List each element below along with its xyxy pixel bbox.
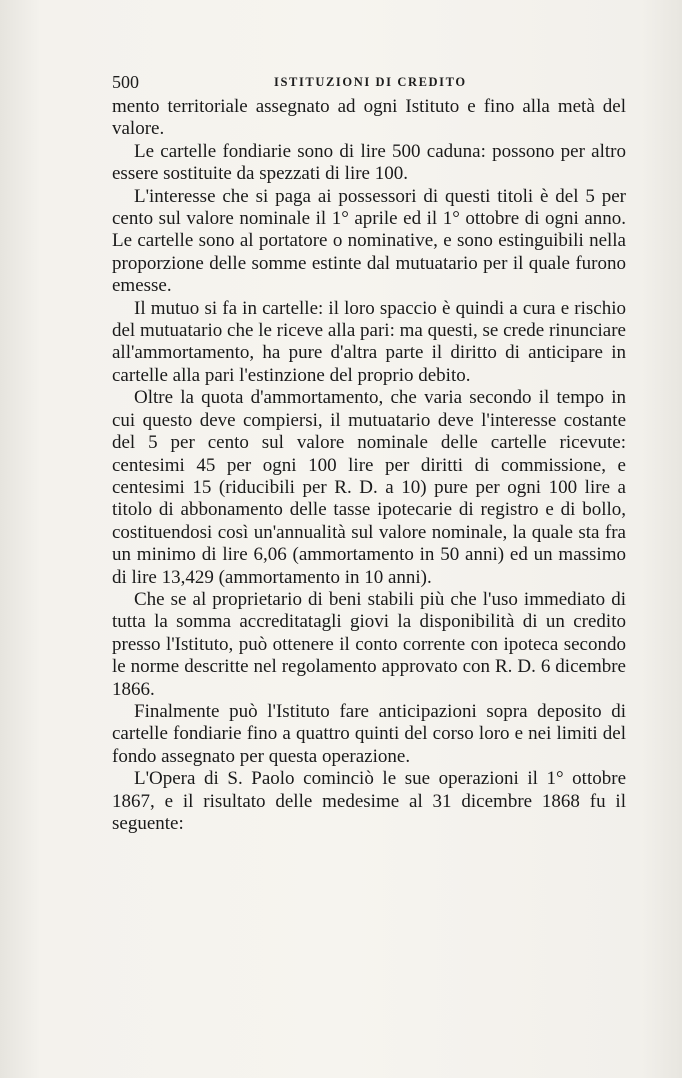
- paragraph-7: Finalmente può l'Istituto fare anticipazioni sopra deposito di cartelle fondiarie fino a quattro quinti del corso loro e nei limiti del fondo assegnato per questa operazione.: [112, 700, 626, 767]
- paragraph-4: Il mutuo si fa in cartelle: il loro spaccio è quindi a cura e rischio del mutuatario che le riceve alla pari: ma questi, se crede rinunciare all'ammortamento, ha pure d'altra parte il diritto di anticipare in cartelle alla pari l'estinzione del proprio debito.: [112, 297, 626, 386]
- body-text: [112, 96, 626, 835]
- paragraph-3: L'interesse che si paga ai possessori di questi titoli è del 5 per cento sul valore nominale il 1° aprile ed il 1° ottobre di ogni anno. Le cartelle sono al portatore o nominative, e sono estinguibili nella proporzione delle somme estinte dal mutuatario per il quale furono emesse.: [112, 185, 626, 297]
- paragraph-6: Che se al proprietario di beni stabili più che l'uso immediato di tutta la somma accreditatagli giovi la disponibilità di un credito presso l'Istituto, può ottenere il conto corrente con ipoteca secondo le norme descritte nel regolamento approvato con R. D. 6 dicembre 1866.: [112, 588, 626, 700]
- running-head: ISTITUZIONI DI CREDITO: [274, 75, 467, 89]
- paragraph-8: L'Opera di S. Paolo cominciò le sue operazioni il 1° ottobre 1867, e il risultato delle medesime al 31 dicembre 1868 fu il seguente:: [112, 768, 626, 834]
- page-header: [112, 72, 626, 96]
- page-number: 500: [112, 72, 139, 92]
- paragraph-2: Le cartelle fondiarie sono di lire 500 caduna: possono per altro essere sostituite da spezzati di lire 100.: [112, 140, 626, 185]
- paragraph-5: Oltre la quota d'ammortamento, che varia secondo il tempo in cui questo deve compiersi, il mutuatario deve l'interesse costante del 5 per cento sul valore nominale delle cartelle ricevute: centesimi 45 per ogni 100 lire per diritti di commissione, e centesimi 15 (riducibili per R. D. a 10) pure per ogni 100 lire a titolo di abbonamento delle tasse ipotecarie di registro e di bollo, costituendosi così un'annualità sul valore nominale, la quale sta fra un minimo di lire 6,06 (ammortamento in 50 anni) ed un massimo di lire 13,429 (ammortamento in 10 anni).: [112, 387, 626, 588]
- paragraph-1: mento territoriale assegnato ad ogni Istituto e fino alla metà del valore.: [112, 96, 626, 140]
